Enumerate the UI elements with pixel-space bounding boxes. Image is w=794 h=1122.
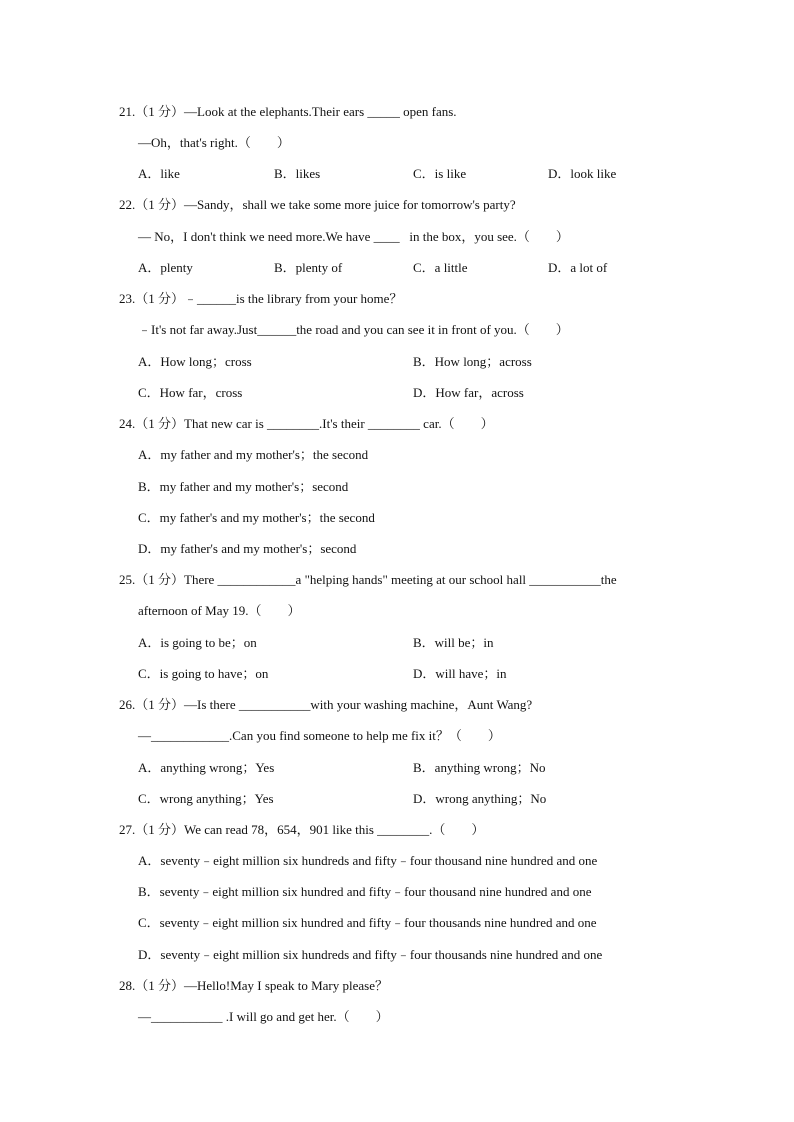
question-27-option-d: D．seventy﹣eight million six hundreds and fifty﹣four thousands nine hundred and one — [138, 947, 603, 962]
question-25-option-b: B．will be；in — [413, 635, 494, 650]
question-27-option-a: A．seventy﹣eight million six hundreds and fifty﹣four thousand nine hundred and one — [138, 853, 598, 868]
question-22-sub: — No，I don't think we need more.We have ____ in the box，you see.（ ） — [138, 229, 569, 244]
question-21-option-a: A．like — [138, 166, 180, 181]
question-22-stem: 22.（1 分）—Sandy，shall we take some more juice for tomorrow's party? — [119, 197, 516, 212]
question-23-option-b: B．How long；across — [413, 354, 532, 369]
question-24-option-a: A．my father and my mother's；the second — [138, 447, 369, 462]
question-22-option-c: C．a little — [413, 260, 468, 275]
question-26-stem: 26.（1 分）—Is there ___________with your washing machine，Aunt Wang? — [119, 697, 533, 712]
question-23-option-a: A．How long；cross — [138, 354, 252, 369]
question-21-option-b: B．likes — [274, 166, 321, 181]
question-21-option-c: C．is like — [413, 166, 467, 181]
question-28-sub: —___________ .I will go and get her.（ ） — [138, 1009, 389, 1024]
question-23-sub: ﹣It's not far away.Just______the road and you can see it in front of you.（ ） — [138, 322, 569, 337]
question-26-option-a: A．anything wrong；Yes — [138, 760, 275, 775]
question-25-sub: afternoon of May 19.（ ） — [138, 603, 301, 618]
question-21-stem: 21.（1 分）—Look at the elephants.Their ears _____ open fans. — [119, 104, 457, 119]
question-23-option-c: C．How far，cross — [138, 385, 243, 400]
question-24-option-d: D．my father's and my mother's；second — [138, 541, 357, 556]
question-22-option-b: B．plenty of — [274, 260, 343, 275]
question-22-option-d: D．a lot of — [548, 260, 608, 275]
question-26-option-d: D．wrong anything；No — [413, 791, 547, 806]
question-27-stem: 27.（1 分）We can read 78，654，901 like this ________.（ ） — [119, 822, 485, 837]
question-25-option-a: A．is going to be；on — [138, 635, 257, 650]
question-22-option-a: A．plenty — [138, 260, 193, 275]
question-25-stem: 25.（1 分）There ____________a "helping hands" meeting at our school hall ___________the — [119, 572, 617, 587]
question-25-option-c: C．is going to have；on — [138, 666, 269, 681]
question-27-option-c: C．seventy﹣eight million six hundred and fifty﹣four thousands nine hundred and one — [138, 915, 597, 930]
question-28-stem: 28.（1 分）—Hello!May I speak to Mary please？ — [119, 978, 388, 993]
question-26-option-c: C．wrong anything；Yes — [138, 791, 274, 806]
question-27-option-b: B．seventy﹣eight million six hundred and fifty﹣four thousand nine hundred and one — [138, 884, 592, 899]
question-25-option-d: D．will have；in — [413, 666, 507, 681]
question-23-option-d: D．How far，across — [413, 385, 524, 400]
question-26-sub: —____________.Can you find someone to help me fix it？（ ） — [138, 728, 501, 743]
question-24-option-b: B．my father and my mother's；second — [138, 479, 349, 494]
question-24-stem: 24.（1 分）That new car is ________.It's their ________ car.（ ） — [119, 416, 494, 431]
question-23-stem: 23.（1 分）﹣______is the library from your home？ — [119, 291, 403, 306]
question-24-option-c: C．my father's and my mother's；the second — [138, 510, 375, 525]
question-26-option-b: B．anything wrong；No — [413, 760, 546, 775]
question-21-sub: —Oh，that's right.（ ） — [138, 135, 290, 150]
question-21-option-d: D．look like — [548, 166, 617, 181]
